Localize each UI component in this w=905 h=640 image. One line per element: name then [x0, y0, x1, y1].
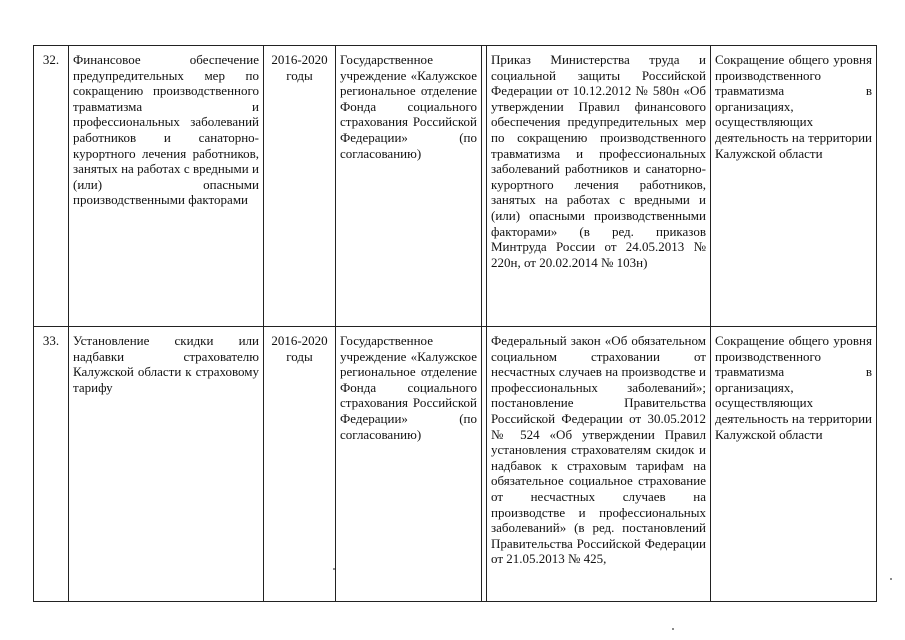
measures-table: [33, 45, 877, 602]
term-cell: 2016-2020 годы: [264, 327, 336, 602]
scan-speck: [333, 568, 335, 570]
executor-cell: Государственное учреждение «Калужское региональное отделение Фонда социального страхования Российской Федерации» (по согласованию): [336, 327, 482, 602]
row-number: 32.: [34, 46, 69, 327]
scan-speck: [890, 578, 892, 580]
row-number: 33.: [34, 327, 69, 602]
table-row: [34, 327, 877, 602]
measure-cell: Финансовое обеспечение предупредительных мер по сокращению производственного травматизма и профессиональных заболеваний работников и санаторно-курортного лечения работников, занятых на работах с вредными и (или) опасными производственными факторами: [69, 46, 264, 327]
scan-speck: [672, 628, 674, 630]
expected-result-cell: Сокращение общего уровня производственного травматизма в организациях, осуществляющих деятельность на территории Калужской области: [711, 46, 877, 327]
legal-basis-cell: Федеральный закон «Об обязательном социальном страховании от несчастных случаев на производстве и профессиональных заболеваний»; постановление Правительства Российской Федерации от 30.05.2012 № 524 «Об утверждении Правил установления страхователям скидок и надбавок к страховым тарифам на обязательное социальное страхование от несчастных случаев на производстве и профессиональных заболеваний» (в ред. постановлений Правительства Российской Федерации от 21.05.2013 № 425,: [487, 327, 711, 602]
measure-cell: Установление скидки или надбавки страхователю Калужской области к страховому тарифу: [69, 327, 264, 602]
term-cell: 2016-2020 годы: [264, 46, 336, 327]
executor-cell: Государственное учреждение «Калужское региональное отделение Фонда социального страхования Российской Федерации» (по согласованию): [336, 46, 482, 327]
table-row: [34, 46, 877, 327]
expected-result-cell: Сокращение общего уровня производственного травматизма в организациях, осуществляющих деятельность на территории Калужской области: [711, 327, 877, 602]
legal-basis-cell: Приказ Министерства труда и социальной защиты Российской Федерации от 10.12.2012 № 580н «Об утверждении Правил финансового обеспечения предупредительных мер по сокращению производственного травматизма и профессиональных заболеваний работников и санаторно-курортного лечения работников, занятых на работах с вредными и (или) опасными производственными факторами» (в ред. приказов Минтруда России от 24.05.2013 № 220н, от 20.02.2014 № 103н): [487, 46, 711, 327]
